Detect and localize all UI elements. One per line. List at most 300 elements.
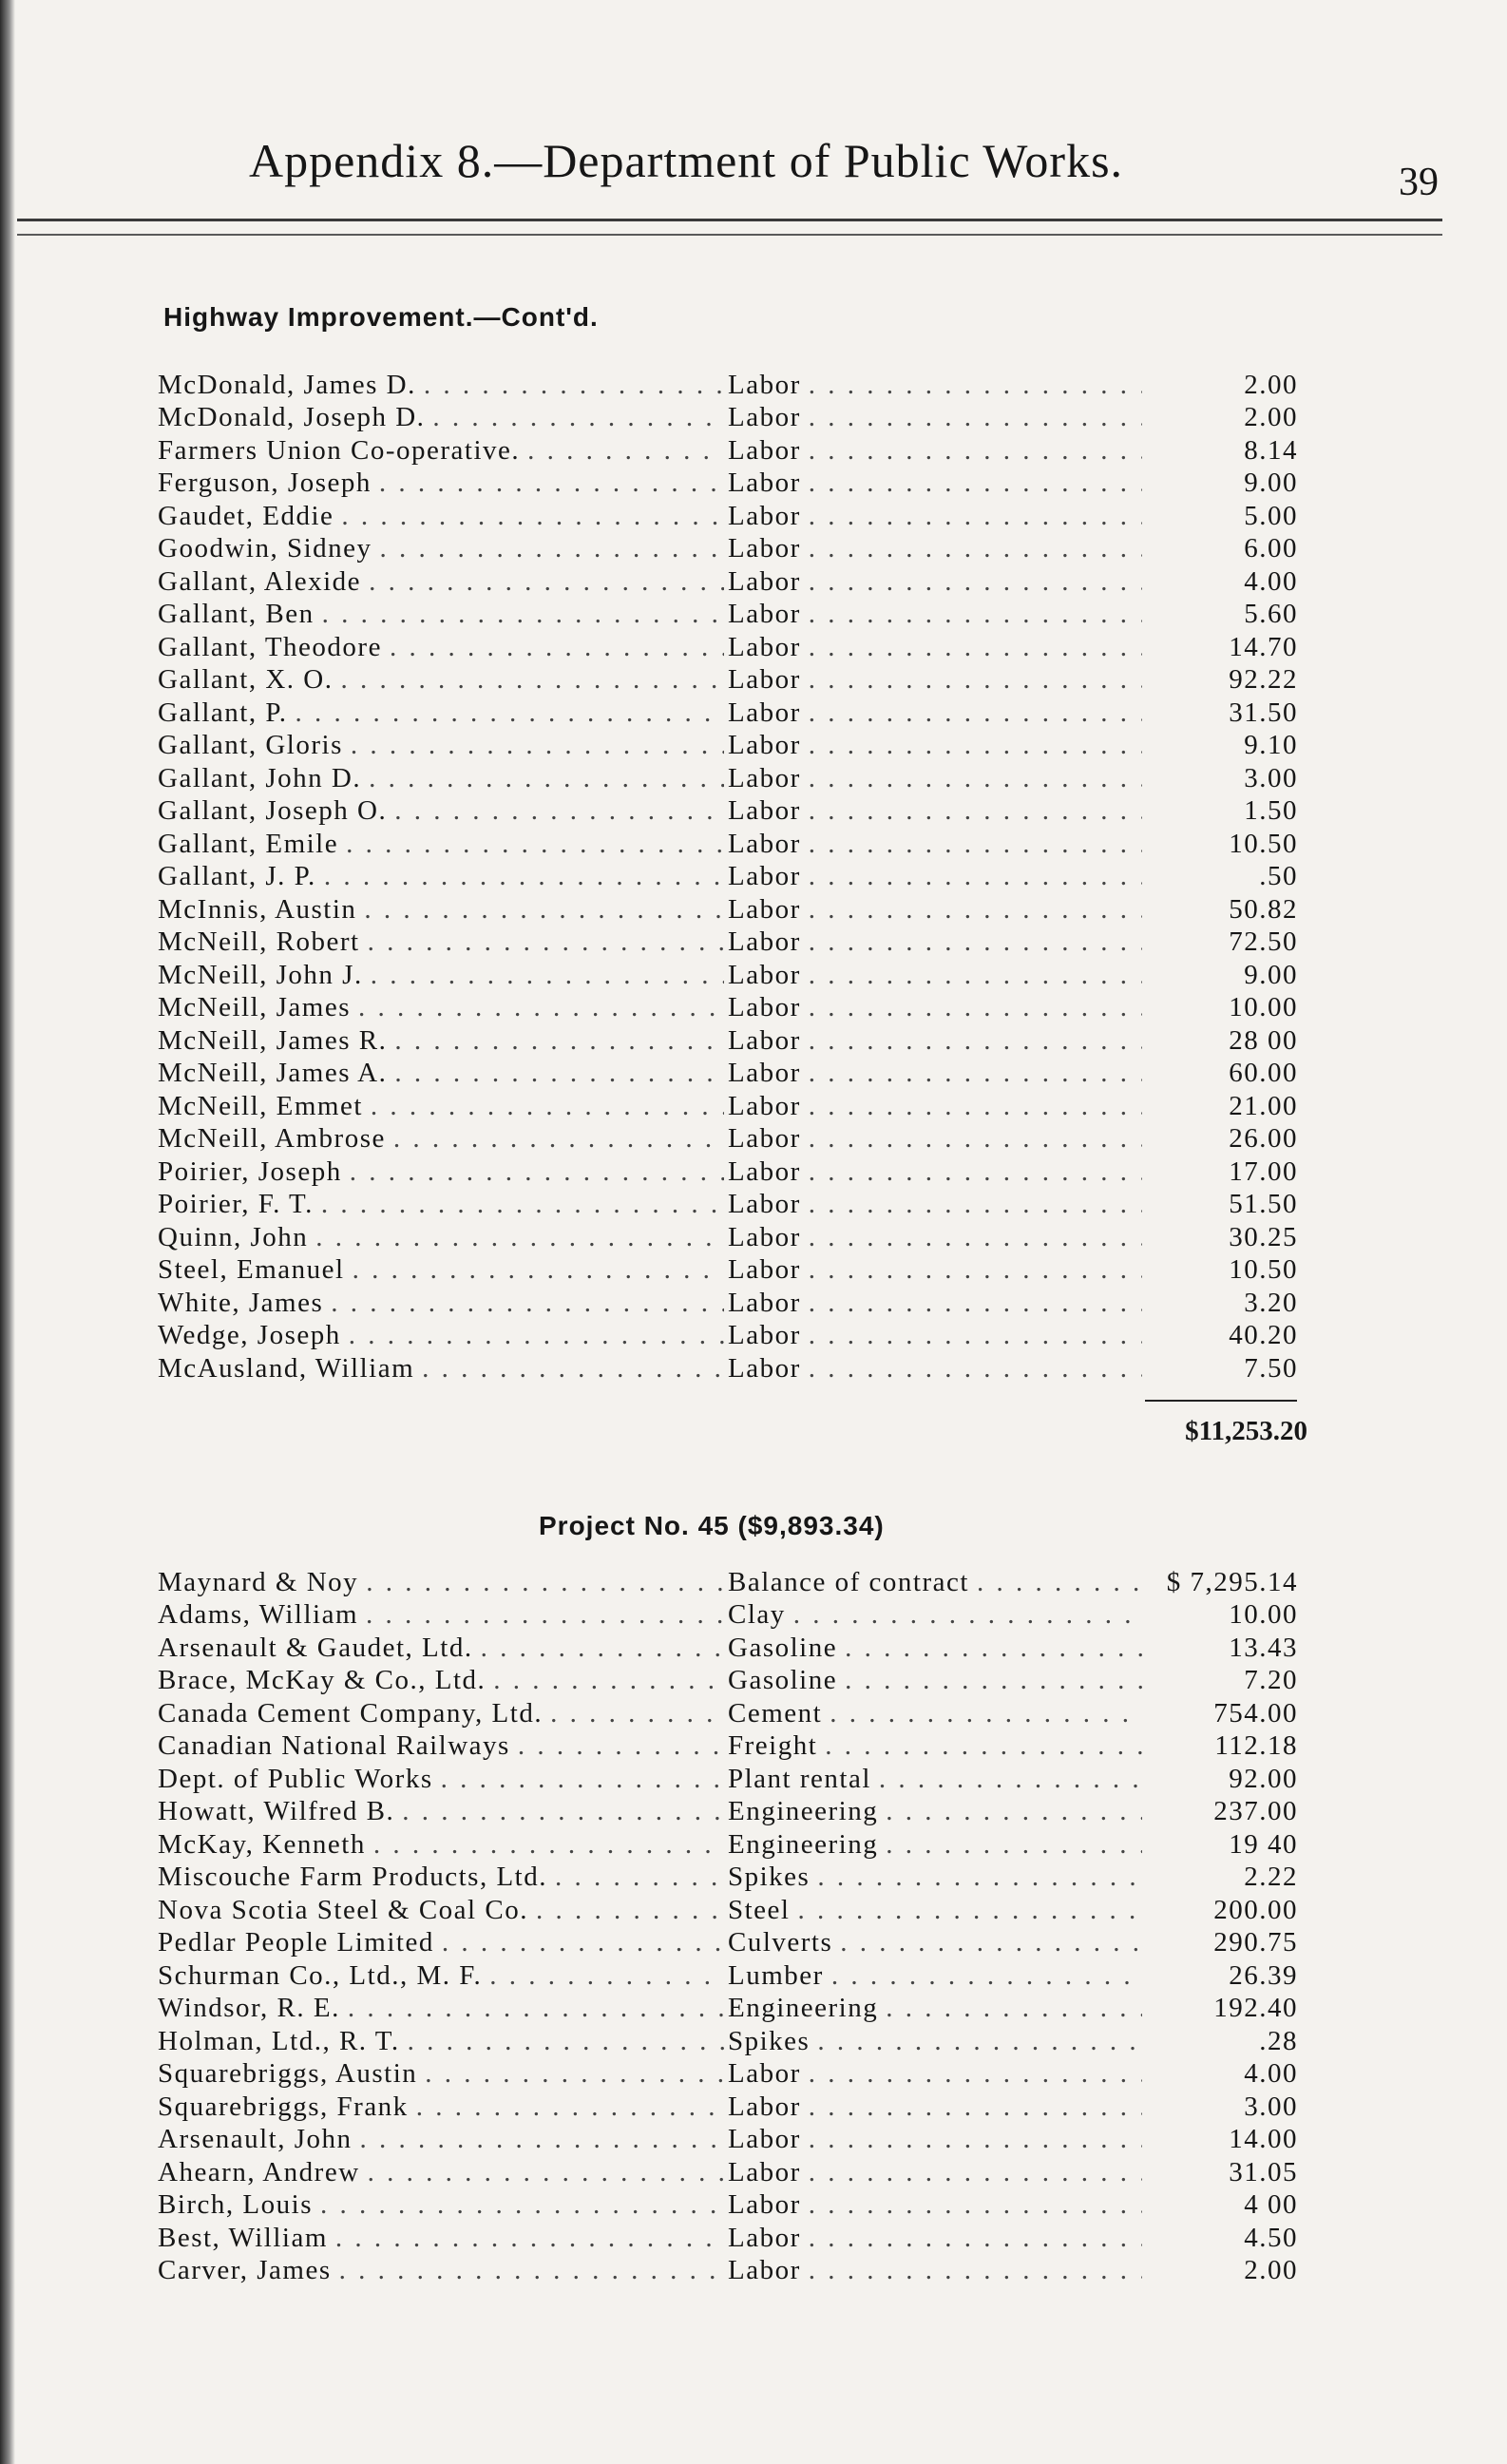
dot-leader	[809, 795, 1142, 827]
item-cell	[728, 1730, 1146, 1762]
amount: 30.25	[1229, 1221, 1298, 1252]
expense-item: Labor	[728, 1352, 801, 1384]
dot-leader	[879, 1764, 1142, 1795]
ledger-row	[158, 1024, 1307, 1058]
payee-name: McNeill, Ambrose	[158, 1123, 386, 1155]
payee-cell	[158, 795, 728, 827]
item-cell	[728, 1895, 1146, 1926]
ledger-row	[158, 1156, 1307, 1189]
payee-cell	[158, 1025, 728, 1057]
highway-improvement-ledger	[158, 369, 1307, 1385]
dot-leader	[324, 861, 724, 892]
ledger-row	[158, 1090, 1307, 1123]
ledger-row	[158, 730, 1307, 763]
payee-cell	[158, 435, 728, 467]
dot-leader	[536, 1895, 724, 1926]
payee-name: Brace, McKay & Co., Ltd.	[158, 1665, 486, 1696]
ledger-row	[158, 1993, 1307, 2026]
dot-leader	[315, 1222, 724, 1253]
expense-item: Labor	[728, 1254, 801, 1286]
dot-leader	[518, 1730, 724, 1762]
payee-cell	[158, 1599, 728, 1631]
payee-name: Poirier, Joseph	[158, 1156, 342, 1187]
dot-leader	[809, 992, 1142, 1023]
payee-cell	[158, 1862, 728, 1893]
item-cell	[728, 2189, 1146, 2221]
dot-leader	[358, 992, 724, 1023]
payee-cell	[158, 2255, 728, 2286]
amount: 4.50	[1244, 2222, 1298, 2253]
expense-item: Labor	[728, 828, 801, 859]
amount: 28 00	[1229, 1024, 1298, 1056]
dot-leader	[809, 370, 1142, 401]
expense-item: Labor	[728, 468, 801, 499]
payee-cell	[158, 2157, 728, 2188]
ledger-row	[158, 2222, 1307, 2255]
ledger-row	[158, 468, 1307, 501]
expense-item: Plant rental	[728, 1763, 871, 1794]
expense-item: Labor	[728, 664, 801, 696]
item-cell	[728, 566, 1146, 598]
expense-item: Labor	[728, 795, 801, 827]
payee-cell	[158, 1730, 728, 1762]
expense-item: Labor	[728, 893, 801, 925]
payee-cell	[158, 1764, 728, 1795]
payee-name: Canada Cement Company, Ltd.	[158, 1697, 544, 1729]
ledger-row	[158, 1763, 1307, 1796]
expense-item: Labor	[728, 434, 801, 466]
ledger-row	[158, 1927, 1307, 1960]
payee-cell	[158, 1567, 728, 1598]
item-cell	[728, 402, 1146, 433]
expense-item: Labor	[728, 926, 801, 958]
amount: 72.50	[1229, 926, 1298, 958]
payee-name: Poirier, F. T.	[158, 1189, 314, 1220]
amount: .28	[1259, 2025, 1298, 2056]
dot-leader	[331, 1288, 724, 1319]
ledger-row	[158, 893, 1307, 926]
ledger-row	[158, 369, 1307, 402]
ledger-row	[158, 1254, 1307, 1288]
item-cell	[728, 1091, 1146, 1122]
expense-item: Balance of contract	[728, 1566, 969, 1597]
amount: 92.00	[1229, 1763, 1298, 1794]
dot-leader	[364, 894, 724, 926]
dot-leader	[489, 1960, 724, 1992]
dot-leader	[371, 960, 724, 991]
dot-leader	[393, 1123, 724, 1155]
payee-name: Ahearn, Andrew	[158, 2156, 360, 2187]
dot-leader	[886, 1796, 1142, 1827]
ledger-row	[158, 795, 1307, 829]
amount: 200.00	[1213, 1894, 1298, 1925]
payee-cell	[158, 1829, 728, 1861]
amount: 14.00	[1229, 2124, 1298, 2155]
dot-leader	[809, 468, 1142, 499]
dot-leader	[809, 533, 1142, 564]
dot-leader	[845, 1665, 1142, 1696]
payee-cell	[158, 1927, 728, 1958]
payee-name: Squarebriggs, Austin	[158, 2058, 418, 2090]
payee-name: Gallant, Alexide	[158, 565, 362, 597]
item-cell	[728, 1698, 1146, 1729]
dot-leader	[394, 795, 724, 827]
project-45-ledger	[158, 1566, 1307, 2287]
amount: 40.20	[1229, 1320, 1298, 1351]
item-cell	[728, 2026, 1146, 2057]
dot-leader	[809, 1091, 1142, 1122]
item-cell	[728, 501, 1146, 532]
dot-leader	[793, 1599, 1142, 1631]
expense-item: Labor	[728, 369, 801, 400]
payee-cell	[158, 1698, 728, 1729]
expense-item: Labor	[728, 697, 801, 728]
payee-name: Wedge, Joseph	[158, 1320, 341, 1351]
amount: 2.22	[1244, 1862, 1298, 1893]
item-cell	[728, 468, 1146, 499]
amount: 5.60	[1244, 599, 1298, 630]
item-cell	[728, 1599, 1146, 1631]
amount: 3.00	[1244, 2091, 1298, 2122]
item-cell	[728, 2058, 1146, 2090]
item-cell	[728, 697, 1146, 729]
ledger-row	[158, 1352, 1307, 1385]
expense-item: Labor	[728, 533, 801, 564]
dot-leader	[394, 1025, 724, 1057]
payee-name: McNeill, Robert	[158, 926, 360, 958]
payee-name: Carver, James	[158, 2255, 332, 2286]
dot-leader	[809, 960, 1142, 991]
payee-name: McDonald, Joseph D.	[158, 402, 426, 433]
item-cell	[728, 1829, 1146, 1861]
total-rule	[1145, 1400, 1297, 1402]
payee-cell	[158, 1633, 728, 1664]
item-cell	[728, 960, 1146, 991]
amount: 51.50	[1229, 1189, 1298, 1220]
payee-cell	[158, 1895, 728, 1926]
expense-item: Labor	[728, 402, 801, 433]
item-cell	[728, 1665, 1146, 1696]
amount: 4.00	[1244, 2058, 1298, 2090]
payee-cell	[158, 697, 728, 729]
ledger-row	[158, 533, 1307, 566]
expense-item: Labor	[728, 2255, 801, 2286]
section-total: $11,253.20	[1185, 1416, 1307, 1446]
item-cell	[728, 1993, 1146, 2024]
ledger-row	[158, 2025, 1307, 2058]
ledger-row	[158, 2091, 1307, 2124]
payee-name: McAusland, William	[158, 1352, 415, 1384]
amount: 2.00	[1244, 402, 1298, 433]
dot-leader	[527, 435, 724, 467]
dot-leader	[817, 2026, 1142, 2057]
expense-item: Labor	[728, 599, 801, 630]
amount: 13.43	[1229, 1632, 1298, 1663]
item-cell	[728, 992, 1146, 1023]
payee-cell	[158, 1665, 728, 1696]
ledger-row	[158, 2156, 1307, 2189]
payee-name: McNeill, James R.	[158, 1024, 388, 1056]
dot-leader	[368, 926, 724, 958]
dot-leader	[422, 1353, 724, 1385]
amount: 26.00	[1229, 1123, 1298, 1155]
amount: 2.00	[1244, 2255, 1298, 2286]
dot-leader	[366, 1599, 724, 1631]
dot-leader	[379, 468, 724, 499]
item-cell	[728, 1254, 1146, 1286]
expense-item: Labor	[728, 959, 801, 990]
dot-leader	[809, 1189, 1142, 1220]
header-rule	[17, 219, 1442, 221]
dot-leader	[369, 566, 724, 598]
dot-leader	[339, 2255, 724, 2286]
payee-name: Gaudet, Eddie	[158, 500, 334, 531]
ledger-row	[158, 500, 1307, 533]
item-cell	[728, 2223, 1146, 2254]
payee-name: Gallant, P.	[158, 697, 288, 728]
expense-item: Labor	[728, 730, 801, 761]
expense-item: Labor	[728, 2222, 801, 2253]
amount: 9.10	[1244, 730, 1298, 761]
item-cell	[728, 1353, 1146, 1385]
payee-name: Dept. of Public Works	[158, 1763, 433, 1794]
payee-cell	[158, 763, 728, 794]
expense-item: Spikes	[728, 2025, 811, 2056]
dot-leader	[809, 1222, 1142, 1253]
ledger-row	[158, 2124, 1307, 2157]
payee-cell	[158, 2026, 728, 2057]
dot-leader	[830, 1698, 1142, 1729]
amount: 10.50	[1229, 1254, 1298, 1286]
payee-name: Adams, William	[158, 1599, 359, 1631]
payee-cell	[158, 1123, 728, 1155]
expense-item: Steel	[728, 1894, 791, 1925]
payee-name: Holman, Ltd., R. T.	[158, 2025, 400, 2056]
ledger-row	[158, 1730, 1307, 1764]
expense-item: Engineering	[728, 1993, 879, 2024]
dot-leader	[425, 2058, 724, 2090]
payee-name: Squarebriggs, Frank	[158, 2091, 409, 2122]
ledger-row	[158, 828, 1307, 861]
ledger-row	[158, 1189, 1307, 1222]
item-cell	[728, 1567, 1146, 1598]
amount: 1.50	[1244, 795, 1298, 827]
dot-leader	[335, 2223, 724, 2254]
payee-cell	[158, 960, 728, 991]
item-cell	[728, 1222, 1146, 1253]
dot-leader	[493, 1665, 724, 1696]
item-cell	[728, 795, 1146, 827]
dot-leader	[390, 632, 724, 663]
dot-leader	[809, 1254, 1142, 1286]
ledger-row	[158, 1123, 1307, 1156]
payee-cell	[158, 1091, 728, 1122]
item-cell	[728, 1058, 1146, 1089]
dot-leader	[809, 501, 1142, 532]
item-cell	[728, 861, 1146, 892]
expense-item: Labor	[728, 631, 801, 662]
amount: 8.14	[1244, 434, 1298, 466]
ledger-row	[158, 959, 1307, 992]
payee-name: Gallant, Gloris	[158, 730, 343, 761]
payee-name: White, James	[158, 1287, 324, 1318]
payee-cell	[158, 2092, 728, 2123]
amount: 10.00	[1229, 1599, 1298, 1631]
amount: 21.00	[1229, 1090, 1298, 1121]
expense-item: Engineering	[728, 1828, 879, 1860]
ledger-row	[158, 1287, 1307, 1320]
expense-item: Labor	[728, 861, 801, 892]
page-binding-edge	[0, 0, 15, 2464]
expense-item: Engineering	[728, 1796, 879, 1827]
payee-cell	[158, 1288, 728, 1319]
payee-cell	[158, 533, 728, 564]
item-cell	[728, 2124, 1146, 2155]
payee-name: Arsenault & Gaudet, Ltd.	[158, 1632, 473, 1663]
payee-name: Quinn, John	[158, 1221, 309, 1252]
dot-leader	[977, 1567, 1142, 1598]
dot-leader	[809, 2124, 1142, 2155]
dot-leader	[817, 1862, 1142, 1893]
dot-leader	[416, 2092, 724, 2123]
payee-cell	[158, 632, 728, 663]
dot-leader	[840, 1927, 1142, 1958]
dot-leader	[809, 861, 1142, 892]
item-cell	[728, 2157, 1146, 2188]
amount: 9.00	[1244, 468, 1298, 499]
payee-name: Howatt, Wilfred B.	[158, 1796, 395, 1827]
amount: 17.00	[1229, 1156, 1298, 1187]
dot-leader	[368, 2157, 724, 2188]
payee-cell	[158, 370, 728, 401]
amount: 9.00	[1244, 959, 1298, 990]
expense-item: Lumber	[728, 1959, 824, 1991]
dot-leader	[886, 1829, 1142, 1861]
payee-name: Gallant, John D.	[158, 762, 362, 793]
item-cell	[728, 599, 1146, 630]
ledger-row	[158, 2189, 1307, 2223]
expense-item: Culverts	[728, 1927, 833, 1958]
expense-item: Labor	[728, 2091, 801, 2122]
item-cell	[728, 533, 1146, 564]
amount: .50	[1259, 861, 1298, 892]
expense-item: Labor	[728, 1189, 801, 1220]
payee-cell	[158, 664, 728, 696]
payee-name: Maynard & Noy	[158, 1566, 359, 1597]
dot-leader	[886, 1993, 1142, 2024]
dot-leader	[550, 1698, 724, 1729]
dot-leader	[369, 763, 724, 794]
expense-item: Labor	[728, 2156, 801, 2187]
dot-leader	[809, 1320, 1142, 1351]
expense-item: Gasoline	[728, 1665, 838, 1696]
expense-item: Labor	[728, 2124, 801, 2155]
dot-leader	[402, 1796, 724, 1827]
payee-name: McNeill, James	[158, 992, 352, 1023]
dot-leader	[809, 763, 1142, 794]
payee-cell	[158, 2058, 728, 2090]
dot-leader	[296, 697, 724, 729]
amount: 112.18	[1214, 1730, 1298, 1762]
ledger-row	[158, 631, 1307, 664]
dot-leader	[351, 730, 724, 761]
dot-leader	[809, 1123, 1142, 1155]
payee-cell	[158, 730, 728, 761]
payee-name: Goodwin, Sidney	[158, 533, 372, 564]
dot-leader	[341, 501, 724, 532]
amount: 5.00	[1244, 500, 1298, 531]
amount: 6.00	[1244, 533, 1298, 564]
payee-name: McNeill, James A.	[158, 1058, 388, 1089]
expense-item: Labor	[728, 1287, 801, 1318]
ledger-row	[158, 1665, 1307, 1698]
payee-cell	[158, 926, 728, 958]
payee-name: Ferguson, Joseph	[158, 468, 372, 499]
ledger-row	[158, 1828, 1307, 1862]
payee-name: Gallant, Ben	[158, 599, 315, 630]
payee-name: Farmers Union Co-operative.	[158, 434, 521, 466]
dot-leader	[809, 1058, 1142, 1089]
ledger-row	[158, 1566, 1307, 1599]
item-cell	[728, 370, 1146, 401]
dot-leader	[809, 632, 1142, 663]
dot-leader	[809, 2058, 1142, 2090]
dot-leader	[809, 1025, 1142, 1057]
payee-name: Nova Scotia Steel & Coal Co.	[158, 1894, 528, 1925]
ledger-row	[158, 697, 1307, 730]
payee-name: Birch, Louis	[158, 2189, 313, 2221]
dot-leader	[809, 2255, 1142, 2286]
payee-name: Windsor, R. E.	[158, 1993, 340, 2024]
amount: 4.00	[1244, 565, 1298, 597]
ledger-row	[158, 1959, 1307, 1993]
item-cell	[728, 926, 1146, 958]
item-cell	[728, 1156, 1146, 1188]
item-cell	[728, 1025, 1146, 1057]
payee-cell	[158, 501, 728, 532]
payee-cell	[158, 861, 728, 892]
amount: 31.05	[1229, 2156, 1298, 2187]
payee-name: Gallant, Emile	[158, 828, 339, 859]
ledger-row	[158, 1320, 1307, 1353]
ledger-row	[158, 664, 1307, 697]
ledger-row	[158, 992, 1307, 1025]
amount: $ 7,295.14	[1166, 1566, 1298, 1597]
payee-cell	[158, 1156, 728, 1188]
item-cell	[728, 1927, 1146, 1958]
expense-item: Labor	[728, 2058, 801, 2090]
header-rule-secondary	[17, 234, 1442, 236]
payee-cell	[158, 2124, 728, 2155]
expense-item: Labor	[728, 1090, 801, 1121]
ledger-row	[158, 861, 1307, 894]
amount: 237.00	[1213, 1796, 1298, 1827]
dot-leader	[322, 599, 724, 630]
payee-cell	[158, 1993, 728, 2024]
amount: 290.75	[1213, 1927, 1298, 1958]
dot-leader	[825, 1730, 1142, 1762]
dot-leader	[366, 1567, 724, 1598]
dot-leader	[809, 926, 1142, 958]
payee-name: Arsenault, John	[158, 2124, 353, 2155]
payee-name: Gallant, Theodore	[158, 631, 382, 662]
page-number: 39	[1399, 161, 1439, 204]
item-cell	[728, 632, 1146, 663]
payee-name: Pedlar People Limited	[158, 1927, 434, 1958]
ledger-row	[158, 926, 1307, 960]
payee-cell	[158, 894, 728, 926]
ledger-row	[158, 2058, 1307, 2092]
